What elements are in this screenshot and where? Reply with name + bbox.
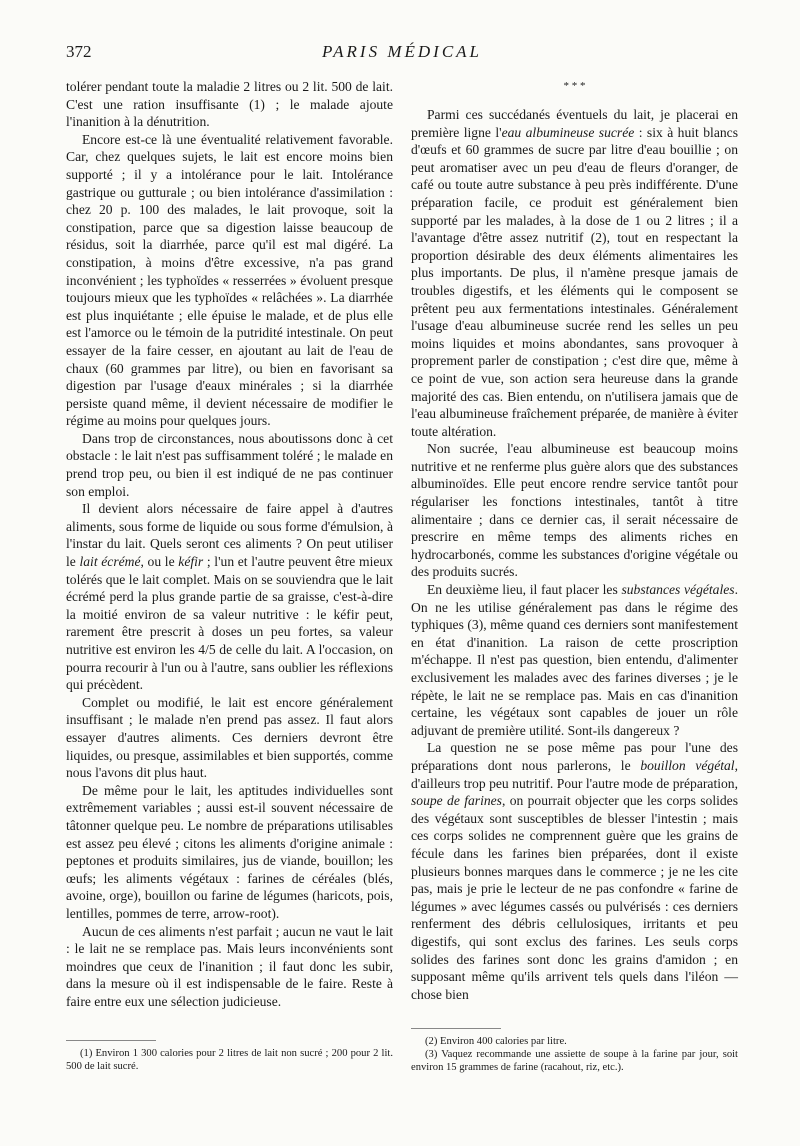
- paragraph: En deuxième lieu, il faut placer les substances végétales. On ne les utilise généralement pas dans le régime des typhiques (3), même quand ces derniers sont manifestement en état d'inanition. La raison de cette proscription m'échappe. Il n'est pas question, bien entendu, d'alimenter exclusivement les malades avec des farines diverses ; je le répète, le lait ne se remplace pas. Mais en cas d'inanition certaine, les végétaux sont capables de jouer un rôle adjuvant de première utilité. Sont-ils dangereux ?: [411, 582, 738, 738]
- paragraph: Il devient alors nécessaire de faire appel à d'autres aliments, sous forme de liquide ou sous forme d'émulsion, à l'instar du lait. Quels seront ces aliments ? On peut utiliser le lait écrémé, ou le kéfir ; l'un et l'autre peuvent être mieux tolérés que le lait complet. Mais on se souviendra que le lait écrémé perd la plus grande partie de sa graisse, c'est-à-dire la moitié environ de sa valeur nutritive : le kéfir peut, rarement être prescrit à doses un peu fortes, sa valeur nutritive est environ les 4/5 de celle du lait. A l'occasion, on pourra recourir à l'un ou à l'autre, sans oublier les réflexions qui précèdent.: [66, 501, 393, 693]
- running-title: PARIS MÉDICAL: [321, 42, 483, 61]
- footnote: (3) Vaquez recommande une assiette de soupe à la farine par jour, soit environ 15 grammes de farine (racahout, riz, etc.).: [411, 1049, 738, 1073]
- paragraph: Dans trop de circonstances, nous aboutissons donc à cet obstacle : le lait n'est pas suffisamment toléré ; le malade en prend trop peu, ou bien il est indiqué de ne pas continuer son emploi.: [66, 430, 393, 499]
- paragraph: De même pour le lait, les aptitudes individuelles sont extrêmement variables ; aussi est-il souvent nécessaire de tâtonner quelque peu. Le nombre de préparations utilisables est assez peu élevé ; citons les aliments d'origine animale : peptones et produits similaires, jus de viande, bouillon; les œufs; les aliments végétaux : farines de céréales (blés, avoine, orge), bouillon ou farine de légumes (haricots, pois, lentilles, pommes de terre, arrow-root).: [66, 782, 393, 921]
- separator-asterisks: * * *: [563, 80, 586, 92]
- paragraph: Complet ou modifié, le lait est encore généralement insuffisant ; le malade n'en prend pas assez. Il faut alors essayer d'autres aliments. Ces derniers devront être liquides, ou presque, assimilables et bien supportés, comme nous l'avons dit plus haut.: [66, 694, 393, 781]
- page-header: [66, 42, 738, 66]
- footnotes-left: [66, 1047, 393, 1073]
- footnote-rule-left: [66, 1040, 156, 1041]
- paragraph: La question ne se pose même pas pour l'une des préparations dont nous parlerons, le bouillon végétal, d'ailleurs trop peu nutritif. Pour l'autre mode de préparation, soupe de farines, on pourrait objecter que les corps solides des végétaux sont susceptibles de blesser l'intestin ; mais ces corps solides ne comprennent guère que les grains de fécule dans les farines bien préparées, dont il existe plusieurs bonnes marques dans le commerce ; je ne les cite pas, mais je prie le lecteur de ne pas confondre « farine de légumes » avec légumes cassés ou pulvérisés : ces derniers renferment des débris cellulosiques, irritants et peu digestifs, qui sont exclus des farines. Les seuls corps solides des farines sont donc les grains d'amidon ; en supposant même qu'ils arrivent tels quels dans l'iléon — chose bien: [411, 740, 738, 1002]
- footnote: (1) Environ 1 300 calories pour 2 litres de lait non sucré ; 200 pour 2 lit. 500 de lait sucré.: [66, 1048, 393, 1072]
- paragraph: Non sucrée, l'eau albumineuse est beaucoup moins nutritive et ne renferme plus guère alors que des substances albuminoïdes. Elle peut encore rendre service tantôt pour régulariser les fonctions intestinales, tantôt à titre alimentaire ; dans ce dernier cas, il serait nécessaire de prescrire en même temps des aliments riches en hydrocarbonés, comme les substances d'origine végétale ou des produits sucrés.: [411, 441, 738, 580]
- footnote-rule-right: [411, 1028, 501, 1029]
- page-number: 372: [66, 42, 92, 61]
- footnotes-right: [411, 1035, 738, 1074]
- paragraph: Parmi ces succédanés éventuels du lait, je placerai en première ligne l'eau albumineuse sucrée : six à huit blancs d'œufs et 60 grammes de sucre par litre d'eau bouillie ; on peut aromatiser avec un peu d'eau de fleurs d'oranger, de café ou toute autre substance à peu près indifférente. D'une préparation facile, ce produit est généralement bien supporté par les malades, à la dose de 1 ou 2 litres ; il a l'avantage d'être assez nutritif (2), tout en respectant la proportion désirable des deux éléments alimentaires les plus importants. De plus, il n'amène presque jamais de troubles digestifs, et les éléments qui le composent se prêtent peu aux fermentations intestinales. Généralement l'usage d'eau albumineuse sucrée rend les selles un peu moins liquides et moins abondantes, sans provoquer à proprement parler de constipation ; c'est dire que, même à ce point de vue, son action sera heureuse dans la grande majorité des cas. Bien entendu, on n'utilisera jamais que de l'eau albumineuse fraîchement préparée, de manière à éviter toute altération.: [411, 107, 738, 439]
- footnote: (2) Environ 400 calories par litre.: [425, 1036, 567, 1047]
- paragraph: Encore est-ce là une éventualité relativement favorable. Car, chez quelques sujets, le lait est encore moins bien supporté ; il y a intolérance pour le lait. Intolérance gastrique ou gutturale ; ou bien intolérance d'assimilation : chez 20 p. 100 des malades, le lait provoque, soit la constipation, parce que sa digestion laisse beaucoup de résidus, soit la diarrhée, parce qu'il est mal digéré. La constipation, à moins d'être excessive, n'a pas grand inconvénient ; les typhoïdes « resserrées » évoluent presque toujours mieux que les typhoïdes « relâchées ». La diarrhée est plus inquiétante ; elle épuise le malade, et de plus elle est l'amorce ou le témoin de la putridité intestinale. On peut essayer de la faire cesser, en ajoutant au lait de l'eau de chaux (60 grammes par litre), ou bien en favorisant sa digestion par l'usage d'eaux minérales ; si la diarrhée persiste quand même, il devient nécessaire de modifier le régime au moins pour quelques jours.: [66, 131, 393, 429]
- right-column: [411, 78, 738, 1003]
- paragraph: tolérer pendant toute la maladie 2 litres ou 2 lit. 500 de lait. C'est une ration insuffisante (1) ; le malade ajoute l'inanition à la dénutrition.: [66, 79, 393, 130]
- section-separator: [411, 78, 738, 106]
- paragraph: Aucun de ces aliments n'est parfait ; aucun ne vaut le lait : le lait ne se remplace pas. Mais leurs inconvénients sont moindres que ceux de l'inanition ; il faut donc les subir, dans la mesure où il est indispensable de le faire. Reste à faire entre eux une sélection judicieuse.: [66, 923, 393, 1009]
- left-column: [66, 78, 393, 1010]
